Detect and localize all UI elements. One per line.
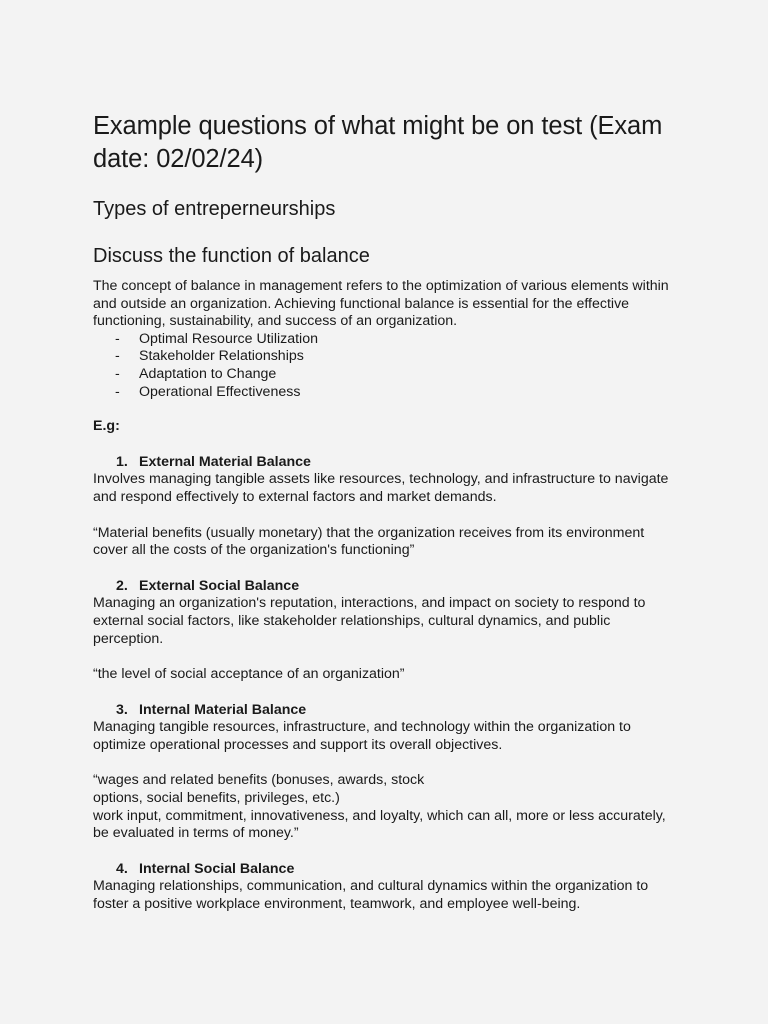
intro-paragraph: The concept of balance in management refers to the optimization of various elements within and outside an organization. Achieving functional balance is essential for the effective functioning, sustainability, and success of an organization. [93,278,669,330]
list-item: - Stakeholder Relationships [115,348,304,365]
document-title: Example questions of what might be on test (Exam date: 02/02/24) [93,112,663,173]
item-quote-line: “wages and related benefits (bonuses, awards, stock [93,772,425,789]
item-description: Managing relationships, communication, and cultural dynamics within the organization to foster a positive workplace environment, teamwork, and employee well-being. [93,878,649,913]
dash-marker: - [115,365,120,382]
dash-marker: - [115,383,120,400]
list-item: - Adaptation to Change [115,365,277,382]
item-quote-line: options, social benefits, privileges, etc.) [93,790,340,807]
list-item: - Operational Effectiveness [115,383,301,400]
item-heading-internal-material: 3. Internal Material Balance [116,701,307,718]
heading-function-of-balance: Discuss the function of balance [93,245,370,267]
item-heading-internal-social: 4. Internal Social Balance [116,860,295,877]
dash-marker: - [115,348,120,365]
item-description: Involves managing tangible assets like resources, technology, and infrastructure to navigate and respond effectively to external factors and market demands. [93,471,669,505]
item-heading-external-material: 1. External Material Balance [116,453,311,470]
item-heading-external-social: 2. External Social Balance [116,577,300,594]
item-quote: “the level of social acceptance of an organization” [93,666,405,683]
item-description: Managing tangible resources, infrastructure, and technology within the organization to optimize operational processes and support its overall objectives. [93,719,631,753]
heading-types: Types of entreperneurships [93,198,336,220]
item-quote: “Material benefits (usually monetary) that the organization receives from its environment cover all the costs of the organization's functioning” [93,524,645,559]
balance-bullet-list [93,331,676,401]
eg-label: E.g: [93,418,120,435]
item-description: Managing an organization's reputation, interactions, and impact on society to respond to external social factors, like stakeholder relationships, cultural dynamics, and public perception. [93,595,646,647]
dash-marker: - [115,330,120,347]
list-item: - Optimal Resource Utilization [115,330,318,347]
item-quote-line: work input, commitment, innovativeness, and loyalty, which can all, more or less accurately, be evaluated in terms of money.” [93,807,666,842]
